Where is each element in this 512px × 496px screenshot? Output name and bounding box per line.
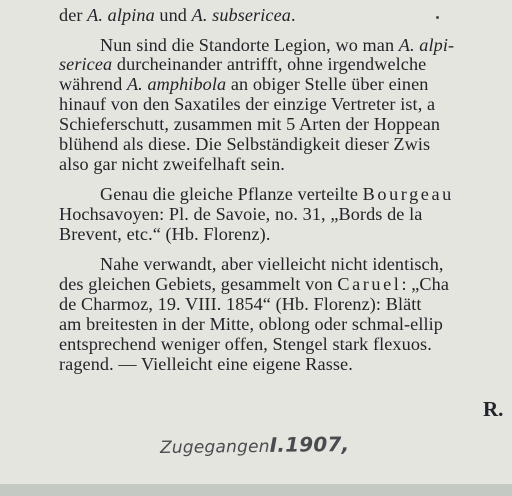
text-run: ragend. — Vielleicht eine eigene Rasse. (59, 354, 353, 374)
text-run: durcheinander antrifft, ohne irgendwelche (112, 54, 427, 74)
spaced-name: Bourgeau (362, 184, 454, 204)
stamp-word: Zugegangen (159, 436, 270, 458)
text-line (59, 133, 430, 155)
text-line (59, 113, 440, 135)
italic-term: A. alpina (87, 5, 155, 25)
text-line (100, 183, 454, 205)
text-line (59, 223, 270, 245)
text-run: Nun sind die Standorte Legion, wo man (100, 35, 399, 55)
stamp-trail: , (341, 432, 350, 457)
paper-bottom-edge (0, 484, 512, 496)
italic-term: sericea (59, 54, 113, 74)
text-run: Hochsavoyen: Pl. de Savoie, no. 31, „Bords de la (59, 204, 423, 224)
spaced-name: Caruel (337, 274, 402, 294)
text-line (59, 93, 435, 115)
text-line (59, 153, 285, 175)
text-run: der (59, 5, 88, 25)
text-run: Schieferschutt, zusammen mit 5 Arten der Hoppean (59, 114, 441, 134)
text-line (59, 313, 443, 335)
text-line (59, 4, 296, 26)
text-line (59, 333, 432, 355)
text-line (59, 53, 426, 75)
text-line (59, 73, 428, 95)
text-line (59, 203, 422, 225)
text-run: Brevent, etc.“ (Hb. Florenz). (59, 224, 271, 244)
signature-initial: R. (483, 397, 504, 421)
text-line (59, 353, 353, 375)
text-run: während (59, 74, 127, 94)
text-run: . (290, 5, 296, 25)
text-run: und (154, 5, 192, 25)
italic-term: A. amphibola (126, 74, 227, 94)
text-run: entsprechend weniger offen, Stengel stark flexuos. (59, 334, 432, 354)
text-run: Genau die gleiche Pflanze verteilte (100, 184, 363, 204)
text-run: am breitesten in der Mitte, oblong oder schmal-ellip (59, 314, 444, 334)
text-run: : „Cha (401, 274, 450, 294)
text-run: blühend als diese. Die Selbständigkeit dieser Zwis (59, 134, 431, 154)
text-line (100, 253, 444, 275)
stamp-date: I.1907 (269, 432, 342, 457)
text-run: also gar nicht zweifelhaft sein. (59, 154, 285, 174)
speck-mark (436, 16, 439, 19)
text-line (59, 273, 449, 295)
text-run: des gleichen Gebiets, gesammelt von (59, 274, 338, 294)
italic-term: A. subsericea (191, 5, 291, 25)
text-run: Nahe verwandt, aber vielleicht nicht identisch, (100, 254, 444, 274)
text-line (59, 293, 422, 315)
received-stamp (160, 431, 350, 461)
text-run: de Charmoz, 19. VIII. 1854“ (Hb. Florenz): Blätt (59, 294, 422, 314)
text-run: hinauf von den Saxatiles der einzige Vertreter ist, a (59, 94, 436, 114)
text-run: an obiger Stelle über einen (226, 74, 429, 94)
italic-term: A. alpi- (398, 35, 455, 55)
